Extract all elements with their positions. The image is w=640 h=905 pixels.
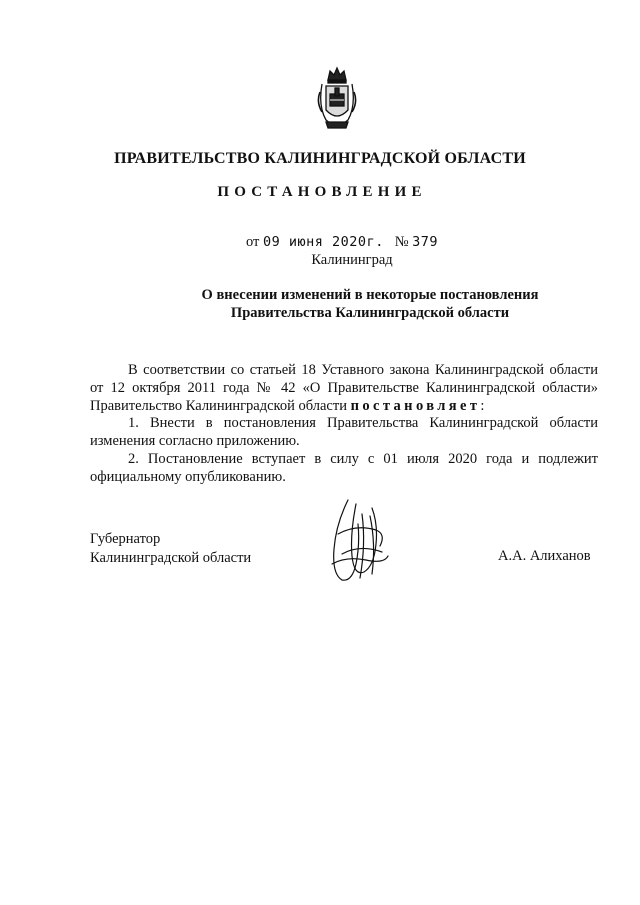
coat-of-arms-icon	[316, 62, 358, 132]
preamble-end: :	[480, 397, 485, 414]
subject-line-1: О внесении изменений в некоторые постановления	[201, 287, 539, 303]
signatory-position	[90, 530, 251, 568]
document-body	[90, 362, 598, 487]
document-type: ПОСТАНОВЛЕНИЕ	[217, 184, 427, 200]
signatory-name: А.А. Алиханов	[498, 548, 591, 564]
subject-line-2: Правительства Калининградской области	[230, 305, 510, 321]
date-prefix: от	[246, 234, 260, 250]
position-line-2: Калининградской области	[90, 550, 252, 566]
document-date: 09 июня 2020г.	[263, 234, 384, 250]
handwritten-signature	[326, 494, 392, 586]
paragraph-item-2: 2. Постановление вступает в силу с 01 июля 2020 года и подлежит официальному опубликованию.	[90, 450, 598, 485]
city: Калининград	[311, 252, 393, 268]
number-sign: №	[394, 234, 409, 250]
document-subject	[170, 286, 570, 322]
paragraph-item-1: 1. Внести в постановления Правительства Калининградской области изменения согласно приложению.	[90, 415, 598, 450]
decree-verb: постановляет	[350, 397, 481, 414]
paragraph-preamble	[90, 362, 598, 415]
government-name: ПРАВИТЕЛЬСТВО КАЛИНИНГРАДСКОЙ ОБЛАСТИ	[114, 150, 526, 167]
preamble-text: В соответствии со статьей 18 Уставного закона Калининградской области от 12 октября 2011 года № 42 «О Правительстве Калининградской области» Правительство Калининградской области	[90, 362, 598, 414]
document-number: 379	[412, 234, 439, 250]
position-line-1: Губернатор	[90, 531, 161, 547]
date-number-line	[246, 234, 438, 251]
